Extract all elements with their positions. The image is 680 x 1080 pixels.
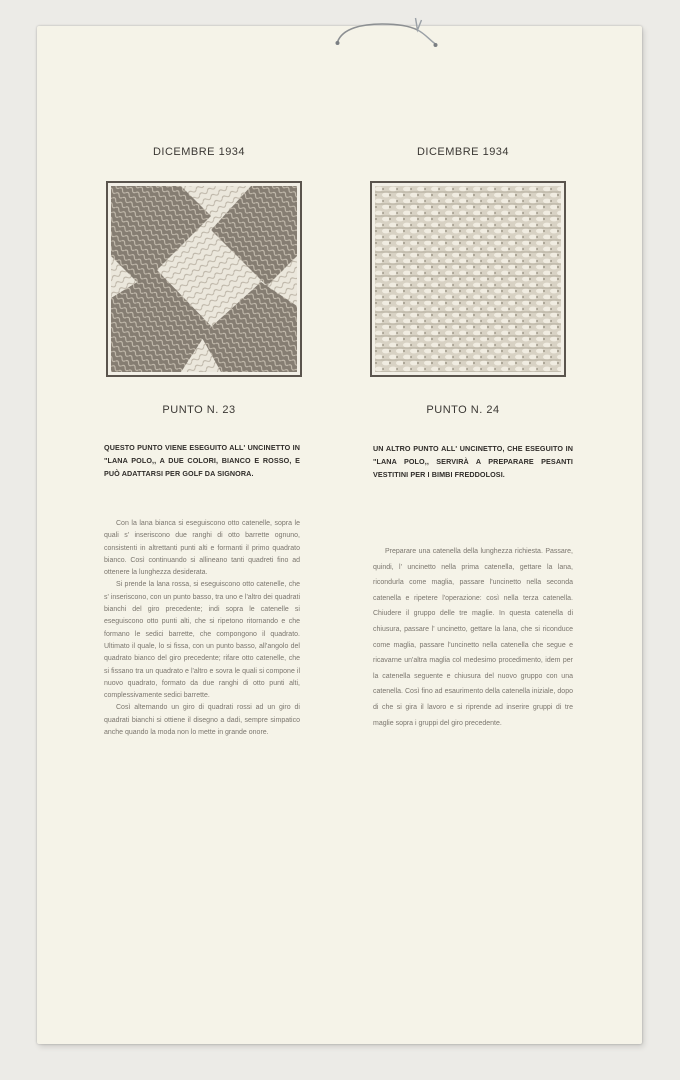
stitch-intro: QUESTO PUNTO VIENE ESEGUITO ALL' UNCINETTO IN "LANA POLO,, A DUE COLORI, BIANCO E ROSSO, E PUÒ ADATTARSI PER GOLF DA SIGNORA. [104, 443, 300, 478]
crochet-cream-stitch-icon [375, 186, 561, 372]
paragraph: Con la lana bianca si eseguiscono otto catenelle, sopra le quali s' inseriscono due ranghi di otto barrette ognuno, consistenti in altrettanti punti alti e formanti il primo quadrato bianco. Così continuando si allineano tanti quadreti fino ad ottenere la lunghezza desiderata. [104, 520, 300, 577]
stitch-swatch-24 [370, 181, 566, 377]
hanging-string [0, 0, 680, 70]
stitch-title: PUNTO N. 23 [162, 404, 236, 416]
paragraph: Si prende la lana rossa, si eseguiscono otto catenelle, che s' inseriscono, con un punto basso, tra uno e l'altro dei quadrati bianchi del giro precedente; indi sopra le catenelle si eseguiscono otto punti alti, che si ripetono ritornando e che formano le sedici barrette, che compongono il quadrato. Ultimato il quale, lo si fissa, con un punto basso, all'angolo del quadrato bianco del giro precedente; rifare otto catenelle, che si fissano tra un quadrato e l'altro e sovra le quali si compone il nuovo quadrato, formato da due ranghi di otto punti alti, complessivamente sedici barrette. [104, 581, 300, 700]
month-label: DICEMBRE 1934 [152, 146, 246, 158]
stitch-intro: UN ALTRO PUNTO ALL' UNCINETTO, CHE ESEGUITO IN "LANA POLO,, SERVIRÀ A PREPARARE PESANTI VESTITINI PER I BIMBI FREDDOLOSI. [373, 444, 573, 479]
month-label: DICEMBRE 1934 [416, 146, 510, 158]
calendar-sheet [37, 26, 642, 1044]
paragraph: Così alternando un giro di quadrati rossi ad un giro di quadrati bianchi si ottiene il disegno a dadi, sempre simpatico anche quando la moda non lo mette in grande onore. [104, 704, 300, 737]
stitch-swatch-23 [106, 181, 302, 377]
crochet-squares-icon [111, 186, 297, 372]
paragraph: Preparare una catenella della lunghezza richiesta. Passare, quindi, l' uncinetto nella prima catenella, gettare la lana, ricondurla come maglia, passare l'uncinetto nella seconda catenella e ripetere l'operazione: così nella terza catenella. Chiudere il gruppo delle tre maglie. In questa catenella di chiusura, passare l' uncinetto, gettare la lana, che si riconduce come maglia, passare l'uncinetto nella catenella che segue e ricavarne un'altra maglia col medesimo procedimento, idem per la catenella seguente e chiusura del nuovo gruppo con una catenella. Così fino ad esaurimento della catenella iniziale, dopo di che si gira il lavoro e si riprende ad inserire gruppi di tre maglie sopra i gruppi del giro precedente. [373, 548, 573, 727]
stitch-instructions [373, 544, 573, 731]
stitch-instructions [104, 518, 300, 739]
stitch-title: PUNTO N. 24 [426, 404, 500, 416]
